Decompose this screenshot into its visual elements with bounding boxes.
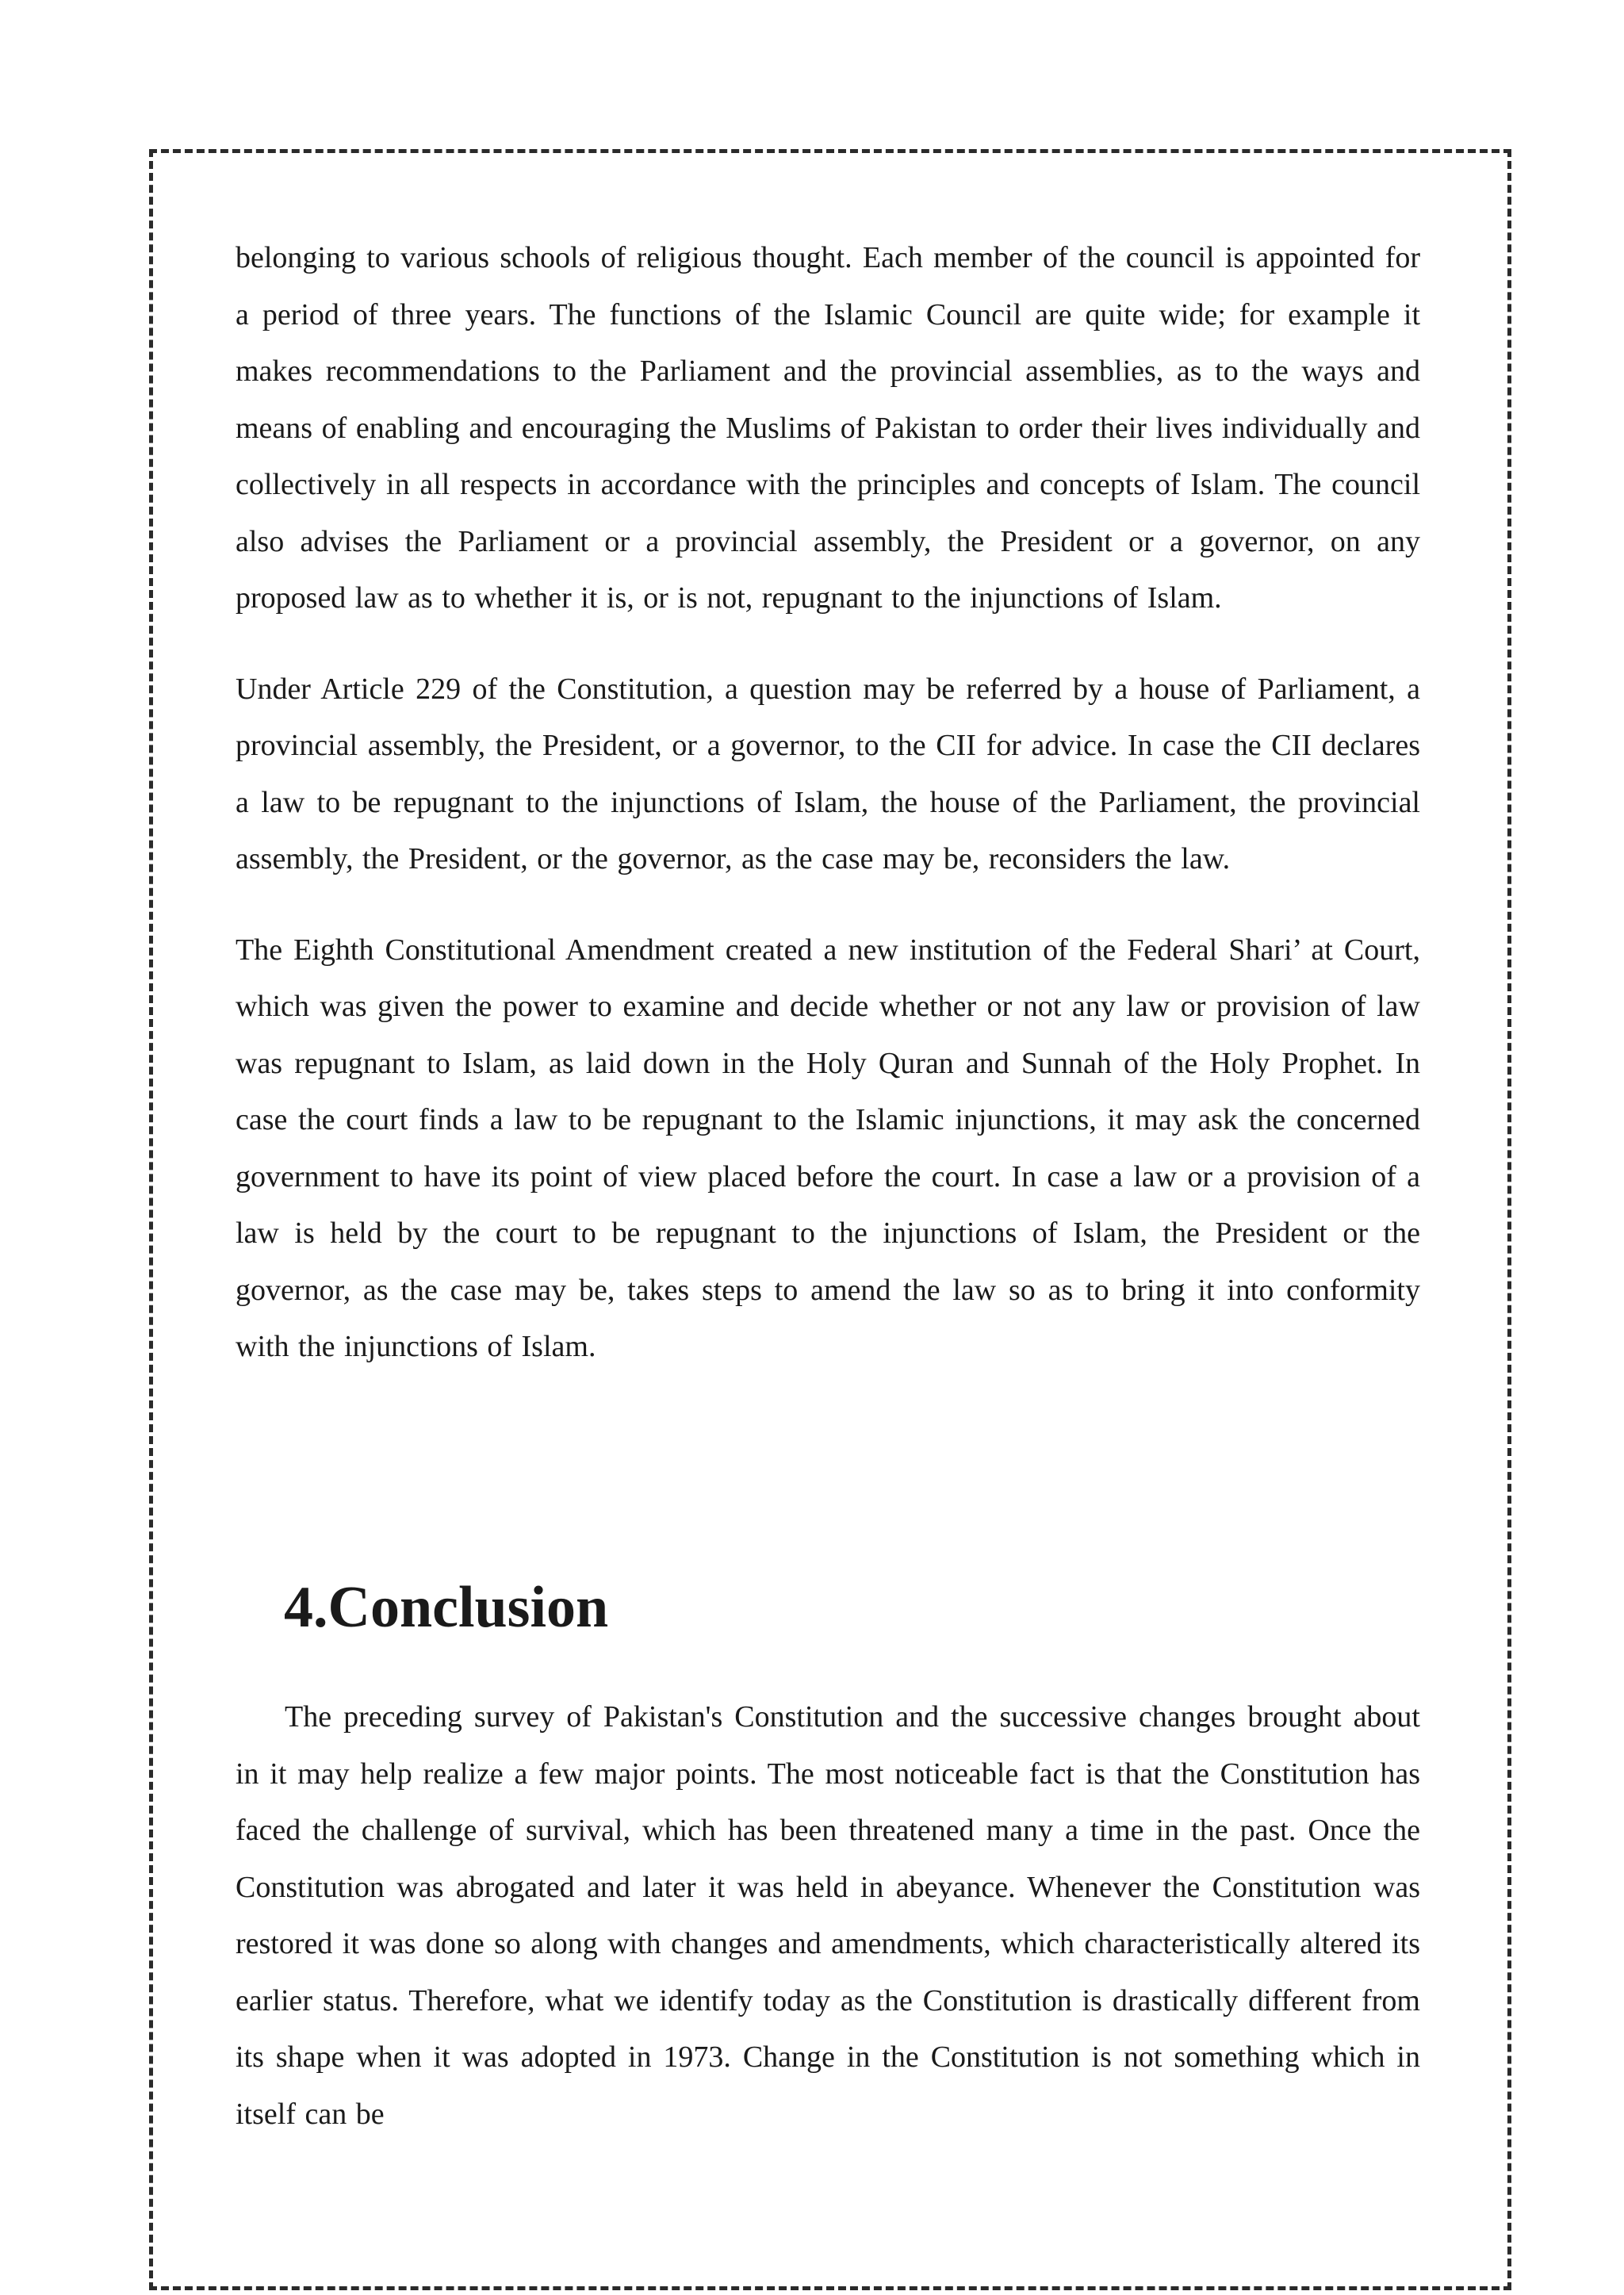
conclusion-section [236,1689,1420,2143]
paragraph-eighth-amendment: The Eighth Constitutional Amendment created a new institution of the Federal Shari’ at Court, which was given the power to examine and decide whether or not any law or provision of law was repugnant to Islam, as laid down in the Holy Quran and Sunnah of the Holy Prophet. In case the court finds a law to be repugnant to the Islamic injunctions, it may ask the concerned government to have its point of view placed before the court. In case a law or a provision of a law is held by the court to be repugnant to the injunctions of Islam, the President or the governor, as the case may be, takes steps to amend the law so as to bring it into conformity with the injunctions of Islam. [236,933,1420,1363]
paragraph-article-229: Under Article 229 of the Constitution, a question may be referred by a house of Parliament, a provincial assembly, the President, or a governor, to the CII for advice. In case the CII declares a law to be repugnant to the injunctions of Islam, the house of the Parliament, the provincial assembly, the President, or the governor, as the case may be, reconsiders the law. [236,672,1420,875]
paragraph-islamic-council: belonging to various schools of religious thought. Each member of the council is appointed for a period of three years. The functions of the Islamic Council are quite wide; for example it makes recommendations to the Parliament and the provincial assemblies, as to the ways and means of enabling and encouraging the Muslims of Pakistan to order their lives individually and collectively in all respects in accordance with the principles and concepts of Islam. The council also advises the Parliament or a provincial assembly, the President or a governor, on any proposed law as to whether it is, or is not, repugnant to the injunctions of Islam. [236,241,1420,615]
paragraph-conclusion: The preceding survey of Pakistan's Constitution and the successive changes brought about in it may help realize a few major points. The most noticeable fact is that the Constitution has faced the challenge of survival, which has been threatened many a time in the past. Once the Constitution was abrogated and later it was held in abeyance. Whenever the Constitution was restored it was done so along with changes and amendments, which characteristically altered its earlier status. Therefore, what we identify today as the Constitution is drastically different from its shape when it was adopted in 1973. Change in the Constitution is not something which in itself can be [236,1700,1420,2131]
body-text-section [236,230,1420,1376]
section-heading-conclusion: 4.Conclusion [284,1575,609,1640]
